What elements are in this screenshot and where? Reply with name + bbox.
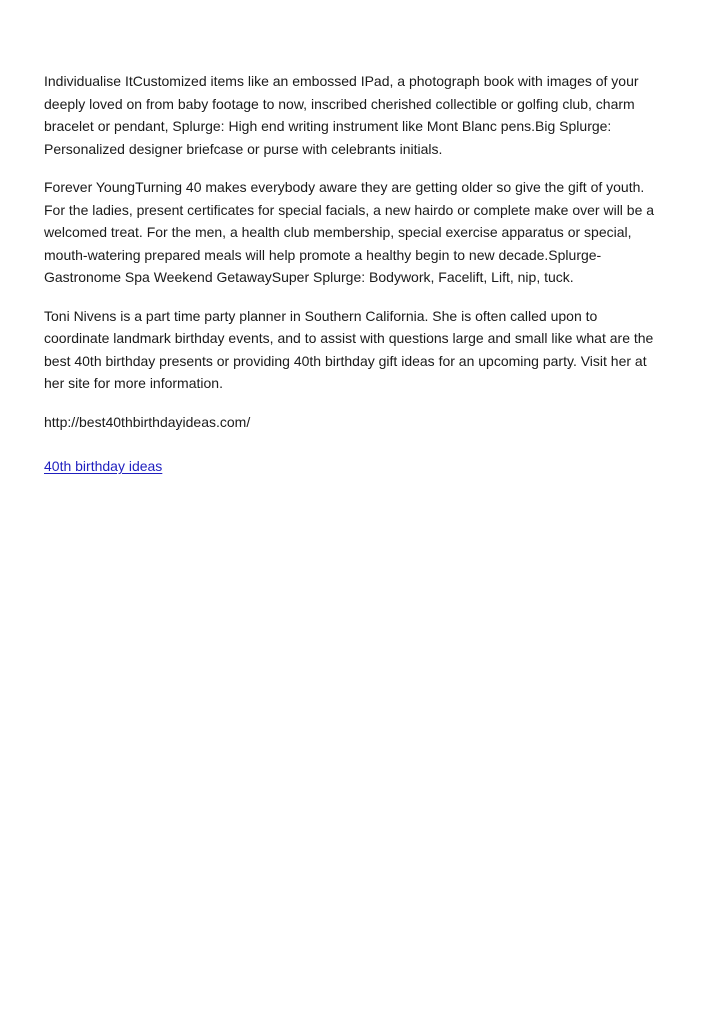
paragraph-author-bio: Toni Nivens is a part time party planner in Southern California. She is often called upon to coordinate landmark birthday events, and to assist with questions large and small like what are the best 40th birthday presents or providing 40th birthday gift ideas for an upcoming party. Visit her at her site for more information. <box>44 307 654 391</box>
birthday-ideas-link[interactable]: 40th birthday ideas <box>44 458 163 474</box>
plain-url-text: http://best40thbirthdayideas.com/ <box>44 413 251 430</box>
document-body <box>44 70 694 478</box>
paragraph-forever-young: Forever YoungTurning 40 makes everybody aware they are getting older so give the gift of youth. For the ladies, present certificates for special facials, a new hairdo or complete make over will be a welcomed treat. For the men, a health club membership, special exercise apparatus or special, mouth-watering prepared meals will help promote a healthy begin to new decade.Splurge- Gastronome Spa Weekend GetawaySuper Splurge: Bodywork, Facelift, Lift, nip, tuck. <box>44 179 655 285</box>
paragraph-individualise: Individualise ItCustomized items like an embossed IPad, a photograph book with images of your deeply loved on from baby footage to now, inscribed cherished collectible or golfing club, charm bracelet or pendant, Splurge: High end writing instrument like Mont Blanc pens.Big Splurge: Personalized designer briefcase or purse with celebrants initials. <box>44 73 639 157</box>
